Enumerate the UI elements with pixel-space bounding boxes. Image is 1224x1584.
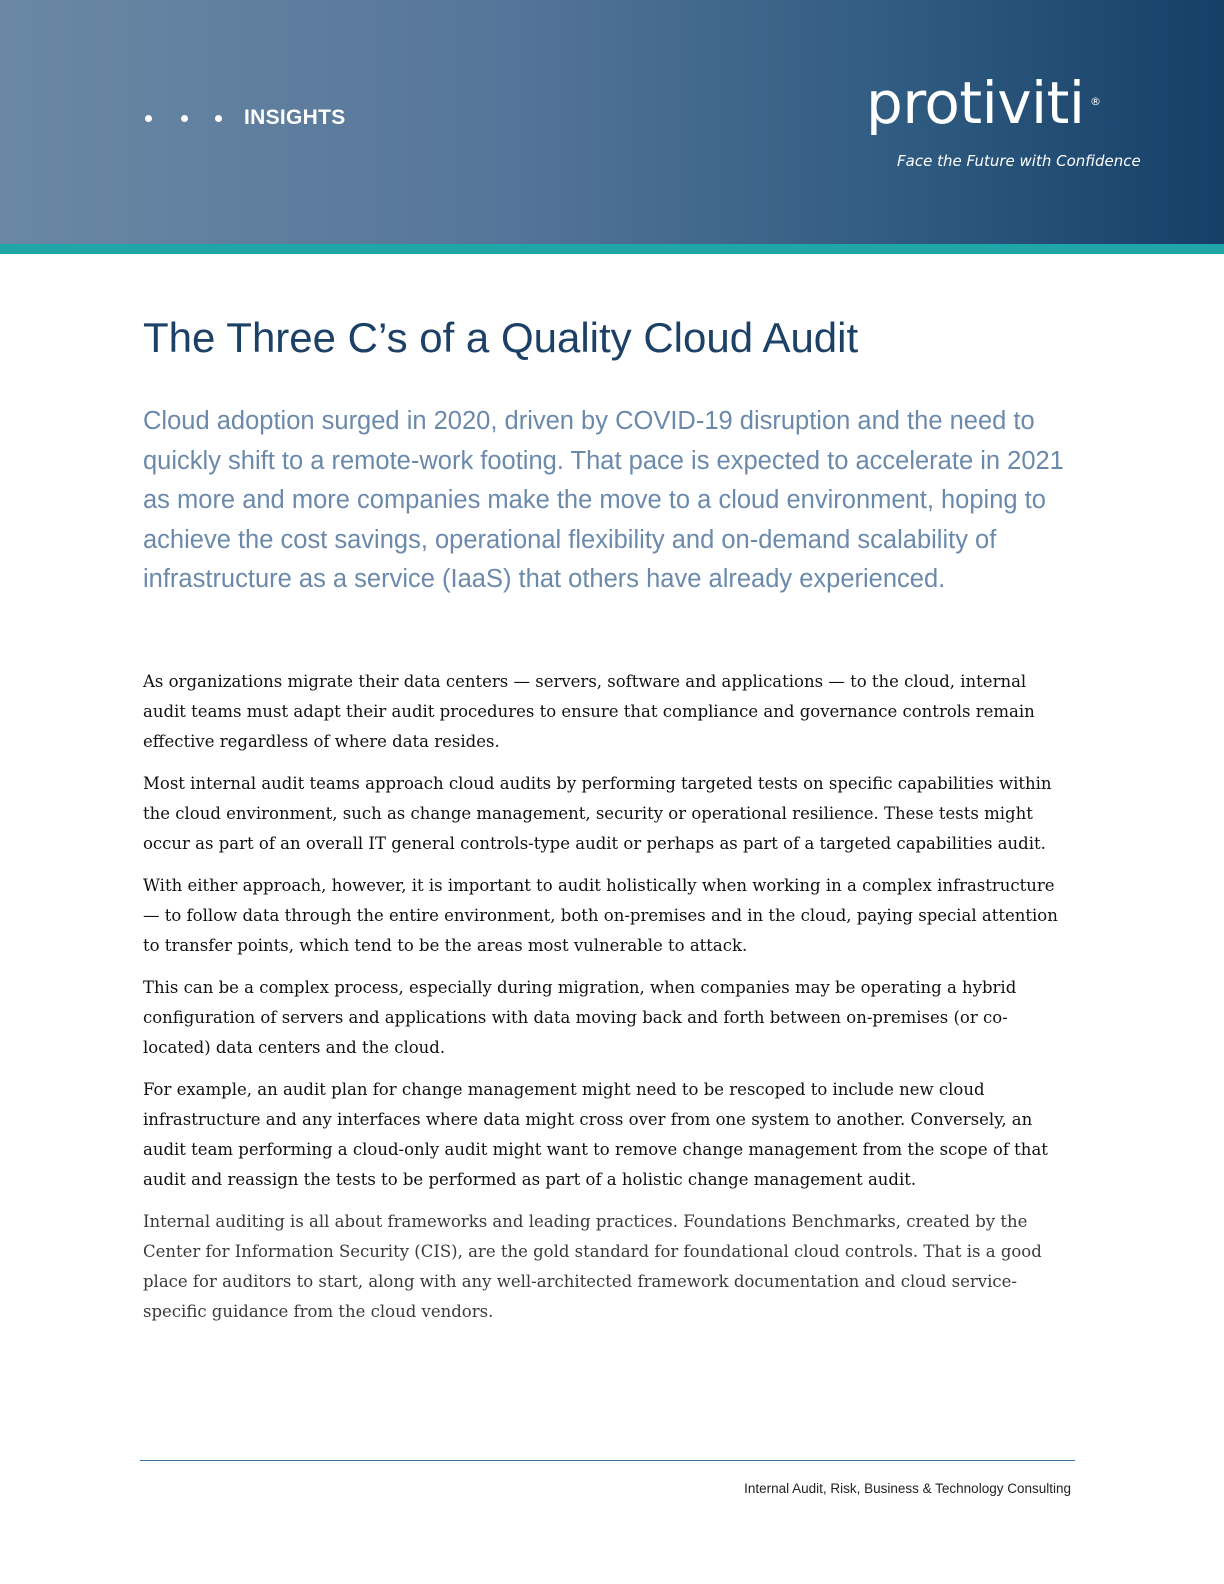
protiviti-logo: protiviti bbox=[866, 69, 1085, 137]
article-body bbox=[143, 667, 1073, 1339]
section-label: INSIGHTS bbox=[244, 106, 346, 129]
header-banner bbox=[0, 0, 1224, 244]
body-paragraph: For example, an audit plan for change management might need to be rescoped to include new cloud infrastructure and any interfaces where data might cross over from one system to another. Conversely, an audit team performing a cloud-only audit might want to remove change management from the scope of that audit and reassign the tests to be performed as part of a holistic change management audit. bbox=[143, 1080, 1048, 1189]
body-paragraph: With either approach, however, it is important to audit holistically when working in a complex infrastructure — to follow data through the entire environment, both on-premises and in the cloud, paying special attention to transfer points, which tend to be the areas most vulnerable to attack. bbox=[143, 876, 1058, 955]
intro-paragraph: Cloud adoption surged in 2020, driven by COVID-19 disruption and the need to quickly shift to a remote-work footing. That pace is expected to accelerate in 2021 as more and more companies make the move to a cloud environment, hoping to achieve the cost savings, operational flexibility and on-demand scalability of infrastructure as a service (IaaS) that others have already experienced. bbox=[143, 407, 1064, 593]
logo-tagline: Face the Future with Confidence bbox=[897, 152, 1141, 170]
footer-divider bbox=[140, 1460, 1075, 1461]
body-paragraph: As organizations migrate their data centers — servers, software and applications — to the cloud, internal audit teams must adapt their audit procedures to ensure that compliance and governance controls remain effective regardless of where data resides. bbox=[143, 672, 1035, 751]
registered-mark: ® bbox=[1090, 95, 1101, 108]
body-paragraph: This can be a complex process, especially during migration, when companies may be operating a hybrid configuration of servers and applications with data moving back and forth between on-premises (or co-located) data centers and the cloud. bbox=[143, 978, 1017, 1057]
body-paragraph: Most internal audit teams approach cloud audits by performing targeted tests on specific capabilities within the cloud environment, such as change management, security or operational resilience. These tests might occur as part of an overall IT general controls-type audit or perhaps as part of a targeted capabilities audit. bbox=[143, 774, 1052, 853]
body-paragraph: Internal auditing is all about frameworks and leading practices. Foundations Benchmarks, created by the Center for Information Security (CIS), are the gold standard for foundational cloud controls. That is a good place for auditors to start, along with any well-architected framework documentation and cloud service-specific guidance from the cloud vendors. bbox=[143, 1212, 1042, 1321]
header-accent-stripe bbox=[0, 244, 1224, 254]
page-title: The Three C’s of a Quality Cloud Audit bbox=[143, 314, 859, 361]
footer-text: Internal Audit, Risk, Business & Technology Consulting bbox=[744, 1481, 1071, 1496]
